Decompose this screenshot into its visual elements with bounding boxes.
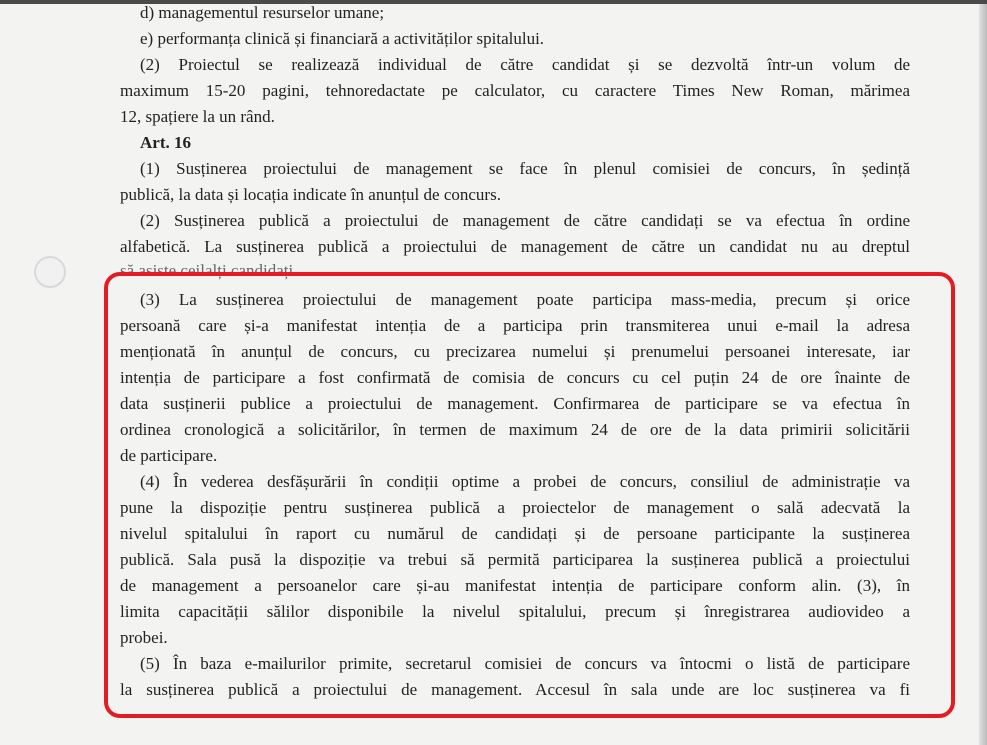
paragraph-line: intenția de participare a fost confirmată de comisia de concurs cu cel puțin 24 de ore înainte de bbox=[120, 368, 910, 387]
paragraph-line: limita capacității sălilor disponibile la nivelul spitalului, precum și înregistrarea audiovideo a bbox=[120, 602, 910, 621]
paragraph-line: de management a persoanelor care și-au manifestat intenția de participare conform alin. (3), în bbox=[120, 576, 910, 595]
paragraph-line: (4) În vederea desfășurării în condiții optime a probei de concurs, consiliul de administrație va bbox=[140, 472, 910, 491]
list-item-d: d) managementul resurselor umane; bbox=[140, 3, 385, 22]
paragraph-line: la susținerea publică a proiectului de management. Accesul în sala unde are loc susținerea va fi bbox=[120, 680, 910, 699]
paragraph-line: maximum 15-20 pagini, tehnoredactate pe calculator, cu caractere Times New Roman, mărimea bbox=[120, 81, 910, 100]
page-shadow-edge bbox=[979, 4, 987, 745]
paragraph-line: data susținerii publice a proiectului de management. Confirmarea de participare se va efectua în bbox=[120, 394, 910, 413]
red-highlight-box bbox=[104, 272, 955, 718]
paragraph-line: (5) În baza e-mailurilor primite, secretarul comisiei de concurs va întocmi o listă de participare bbox=[140, 654, 910, 673]
paragraph-line: alfabetică. La susținerea publică a proiectului de management de către un candidat nu au dreptul bbox=[120, 237, 910, 256]
punch-hole-mark bbox=[34, 256, 66, 288]
paragraph-line: publică. Sala pusă la dispoziție va trebui să permită participarea la susținerea publică a proiectului bbox=[120, 550, 910, 569]
paragraph-line: (2) Proiectul se realizează individual de către candidat și se dezvoltă într-un volum de bbox=[140, 55, 910, 74]
paragraph-line: pune la dispoziție pentru susținerea publică a proiectelor de management o sală adecvată la bbox=[120, 498, 910, 517]
article-heading: Art. 16 bbox=[140, 133, 191, 152]
paragraph-line: de participare. bbox=[120, 446, 218, 465]
paragraph-line: (1) Susținerea proiectului de management se face în plenul comisiei de concurs, în ședință bbox=[140, 159, 910, 178]
paragraph-line: ordinea cronologică a solicitărilor, în termen de maximum 24 de ore de la data primirii solicitării bbox=[120, 420, 910, 439]
paragraph-line: menționată în anunțul de concurs, cu precizarea numelui și prenumelui persoanei interesate, iar bbox=[120, 342, 910, 361]
paragraph-line: (2) Susținerea publică a proiectului de management de către candidați se va efectua în ordine bbox=[140, 211, 910, 230]
paragraph-line: publică, la data și locația indicate în anunțul de concurs. bbox=[120, 185, 501, 204]
list-item-e: e) performanța clinică și financiară a activităților spitalului. bbox=[140, 29, 545, 48]
paragraph-line: (3) La susținerea proiectului de management poate participa mass-media, precum și orice bbox=[140, 290, 910, 309]
paragraph-line: persoană care și-a manifestat intenția de a participa prin transmiterea unui e-mail la adresa bbox=[120, 316, 910, 335]
paragraph-line: să asiste ceilalți candidați. bbox=[120, 261, 298, 280]
paragraph-line: probei. bbox=[120, 628, 168, 647]
paragraph-line: 12, spațiere la un rând. bbox=[120, 107, 275, 126]
paragraph-line: nivelul spitalului în raport cu numărul de candidați și de persoane participante la susținerea bbox=[120, 524, 910, 543]
